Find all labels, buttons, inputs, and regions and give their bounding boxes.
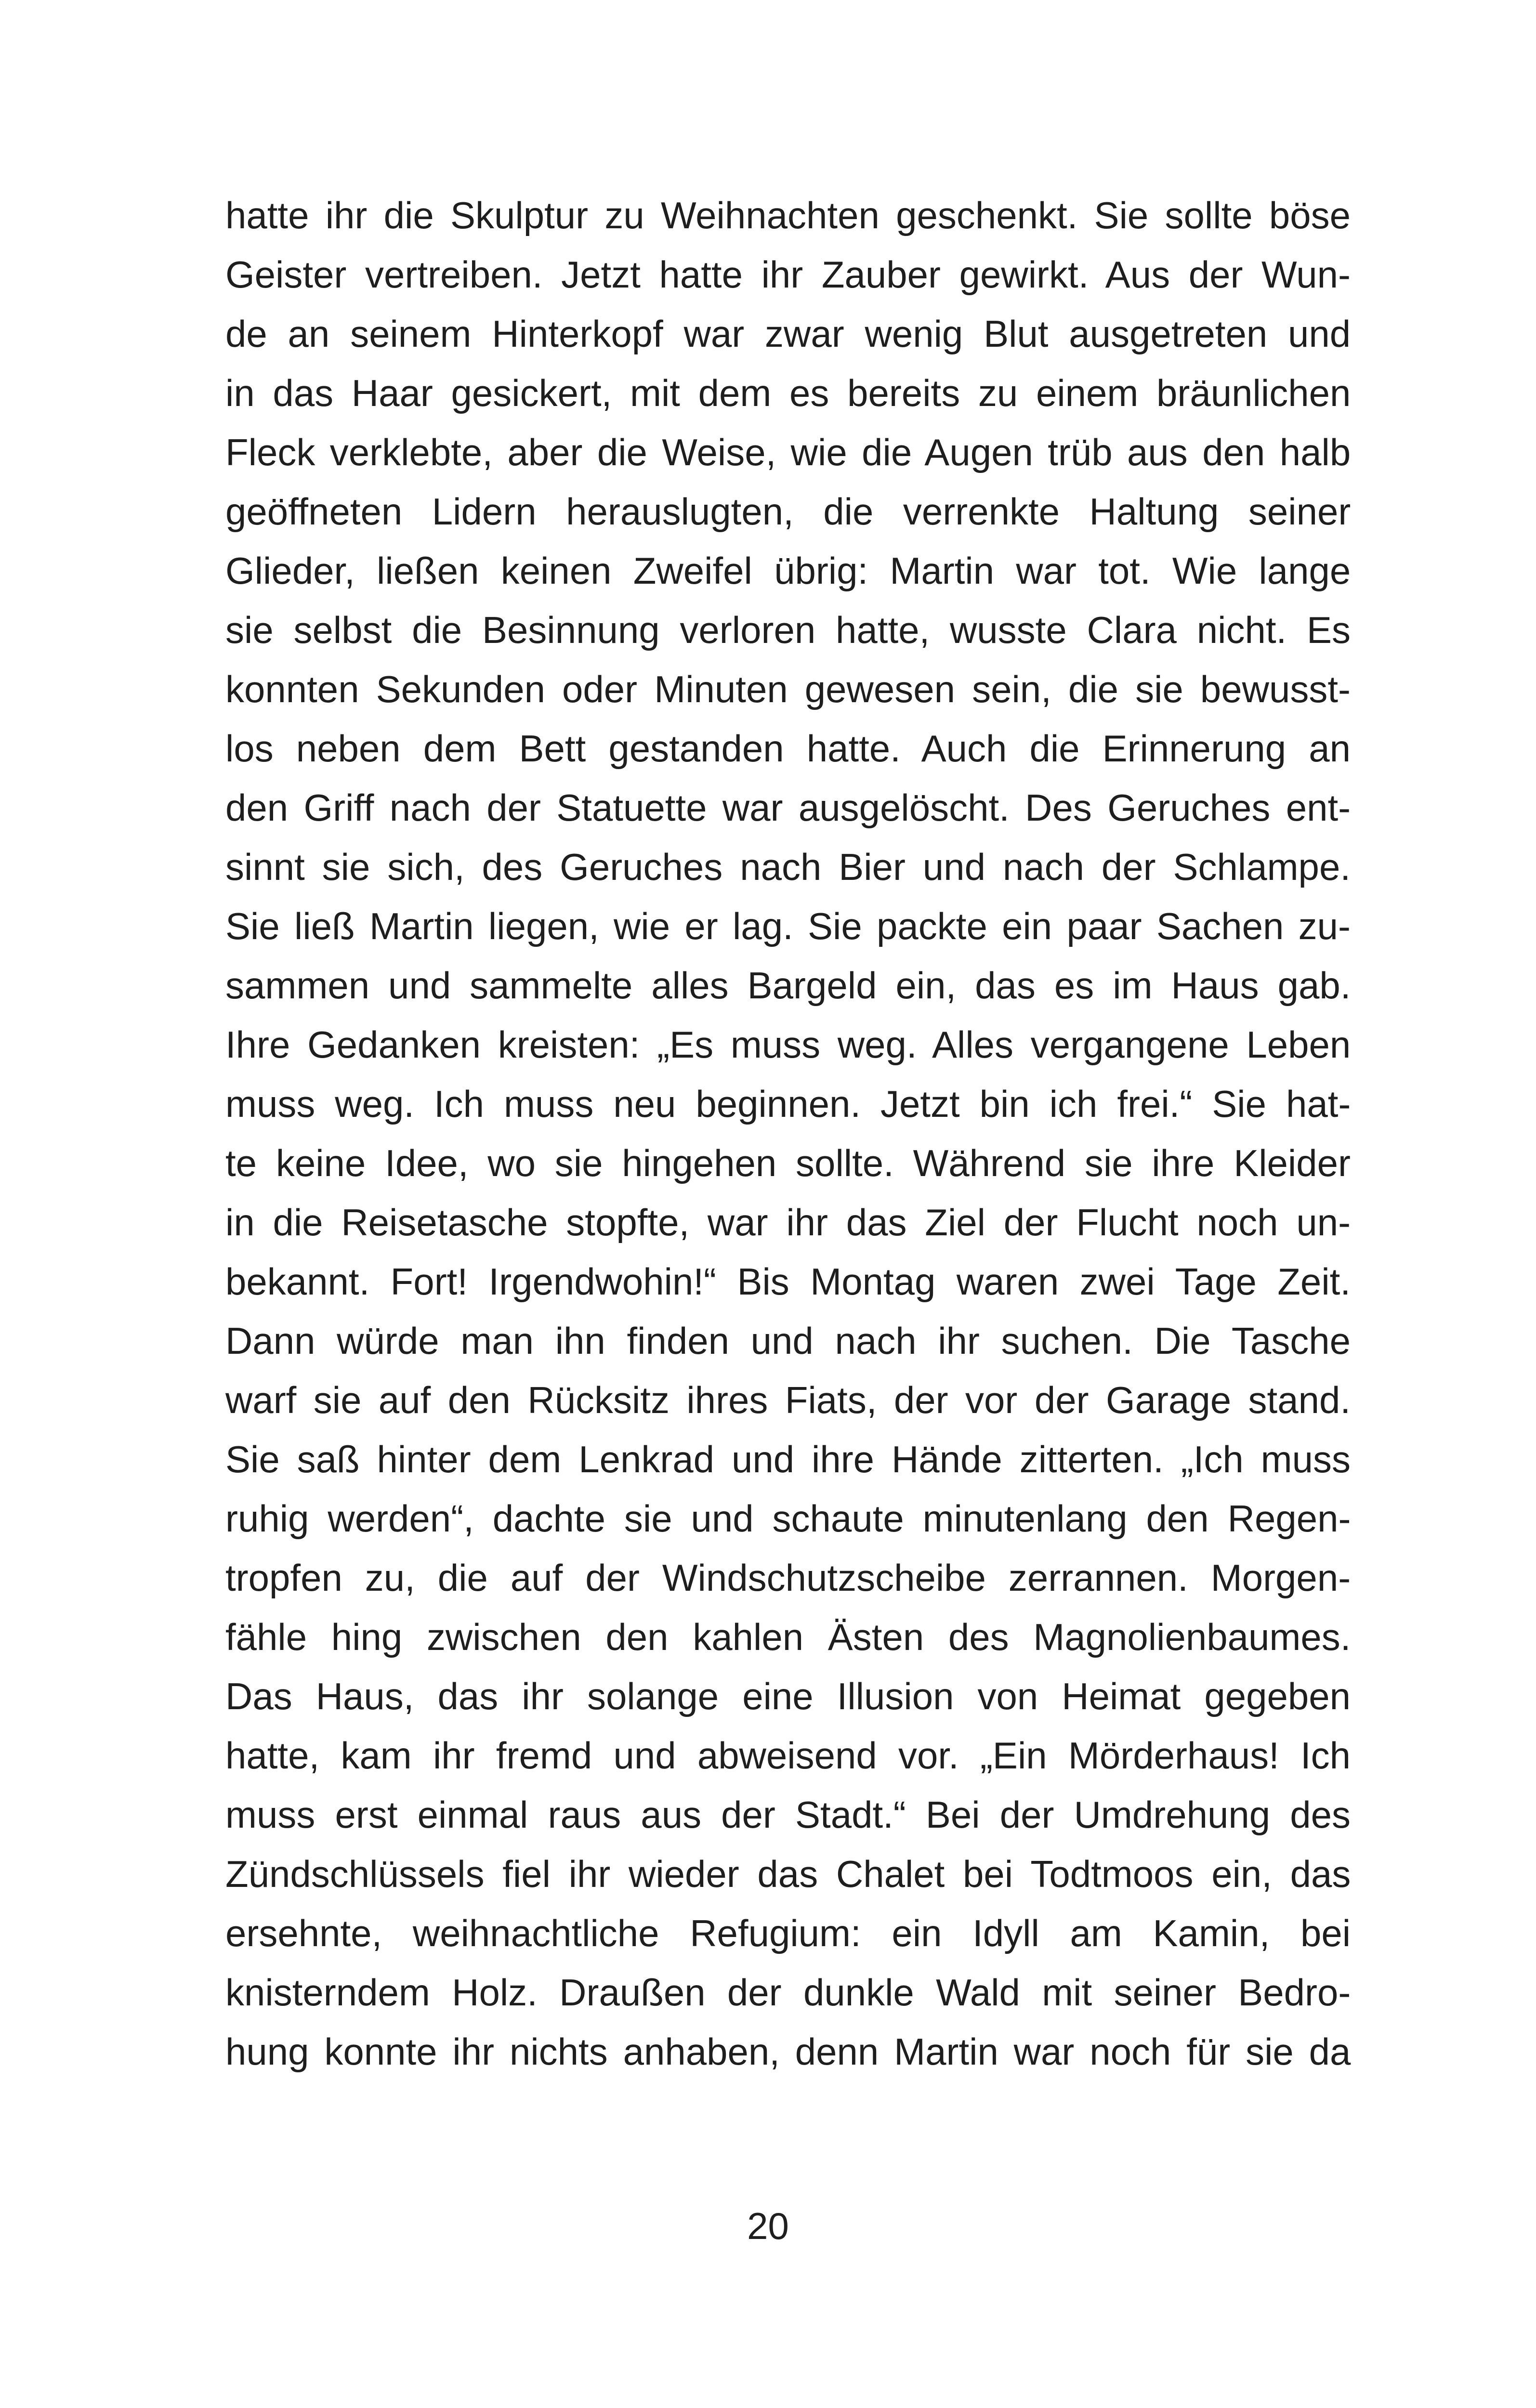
text-line: Das Haus, das ihr solange eine Illusion von Heimat gegeben [225,1675,1351,1717]
text-line: bekannt. Fort! Irgendwohin!“ Bis Montag waren zwei Tage Zeit. [225,1260,1351,1303]
text-line: ersehnte, weihnachtliche Refugium: ein Idyll am Kamin, bei [225,1912,1351,1954]
text-line: warf sie auf den Rücksitz ihres Fiats, der vor der Garage stand. [225,1379,1351,1421]
text-line: de an seinem Hinterkopf war zwar wenig Blut ausgetreten und [225,313,1351,355]
text-line: sie selbst die Besinnung verloren hatte, wusste Clara nicht. Es [225,609,1351,651]
text-line: Fleck verklebte, aber die Weise, wie die Augen trüb aus den halb [225,431,1351,473]
text-line: te keine Idee, wo sie hingehen sollte. Während sie ihre Kleider [225,1142,1351,1184]
text-line: Ihre Gedanken kreisten: „Es muss weg. Alles vergangene Leben [225,1023,1351,1066]
text-line: hatte, kam ihr fremd und abweisend vor. „Ein Mörderhaus! Ich [225,1734,1351,1777]
text-line: muss weg. Ich muss neu beginnen. Jetzt bin ich frei.“ Sie hat- [225,1083,1351,1125]
text-line: in das Haar gesickert, mit dem es bereits zu einem bräunlichen [225,372,1351,414]
text-line: den Griff nach der Statuette war ausgelöscht. Des Geruches ent- [225,786,1351,829]
text-line: fähle hing zwischen den kahlen Ästen des Magnolienbaumes. [225,1616,1351,1658]
text-line: knisterndem Holz. Draußen der dunkle Wald mit seiner Bedro- [225,1971,1351,2014]
text-line: muss erst einmal raus aus der Stadt.“ Bei der Umdrehung des [225,1793,1351,1836]
text-line: geöffneten Lidern herauslugten, die verrenkte Haltung seiner [225,490,1351,533]
text-line: Zündschlüssels fiel ihr wieder das Chalet bei Todtmoos ein, das [225,1853,1351,1895]
text-line: hatte ihr die Skulptur zu Weihnachten geschenkt. Sie sollte böse [225,194,1351,236]
text-line: sammen und sammelte alles Bargeld ein, das es im Haus gab. [225,964,1351,1007]
text-line: hung konnte ihr nichts anhaben, denn Martin war noch für sie da [225,2030,1351,2073]
text-line: Dann würde man ihn finden und nach ihr suchen. Die Tasche [225,1320,1351,1362]
text-line: tropfen zu, die auf der Windschutzscheibe zerrannen. Morgen- [225,1557,1351,1599]
text-line: Sie saß hinter dem Lenkrad und ihre Hände zitterten. „Ich muss [225,1438,1351,1480]
text-line: Sie ließ Martin liegen, wie er lag. Sie packte ein paar Sachen zu- [225,905,1351,947]
text-line: los neben dem Bett gestanden hatte. Auch die Erinnerung an [225,727,1351,770]
text-line: konnten Sekunden oder Minuten gewesen sein, die sie bewusst- [225,668,1351,710]
page-number: 20 [747,2205,789,2247]
text-line: Glieder, ließen keinen Zweifel übrig: Martin war tot. Wie lange [225,550,1351,592]
text-line: ruhig werden“, dachte sie und schaute minutenlang den Regen- [225,1497,1351,1540]
text-line: sinnt sie sich, des Geruches nach Bier und nach der Schlampe. [225,846,1351,888]
body-text [225,186,1351,2081]
text-line: Geister vertreiben. Jetzt hatte ihr Zauber gewirkt. Aus der Wun- [225,253,1351,296]
text-line: in die Reisetasche stopfte, war ihr das Ziel der Flucht noch un- [225,1201,1351,1243]
